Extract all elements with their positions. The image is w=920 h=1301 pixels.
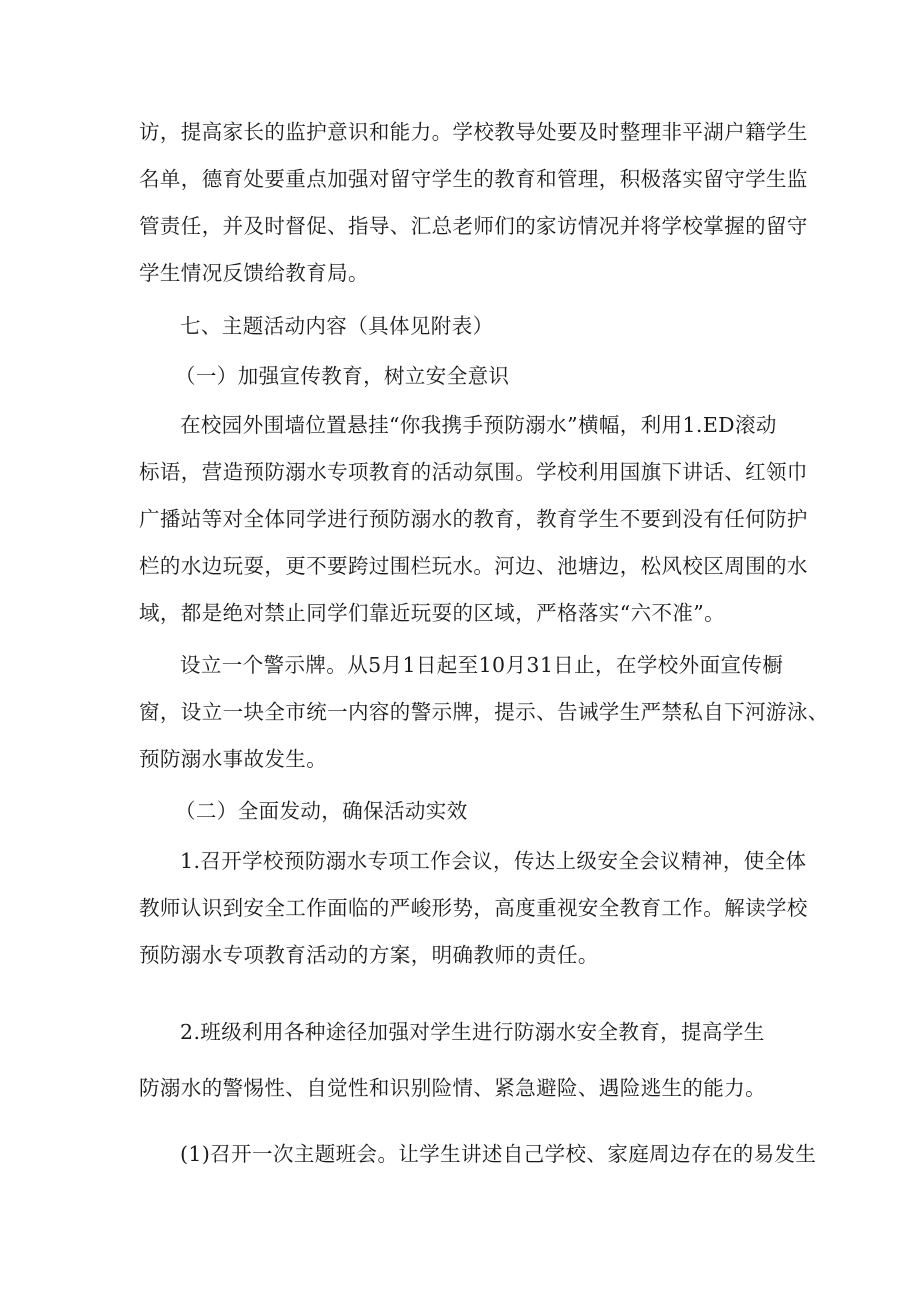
text-line: 名单，德育处要重点加强对留守学生的教育和管理，积极落实留守学生监 — [139, 167, 808, 191]
text-line: 标语，营造预防溺水专项教育的活动氛围。学校利用国旗下讲话、红领巾 — [139, 460, 808, 484]
section-heading: 七、主题活动内容（具体见附表） — [180, 314, 494, 338]
text-line: 1.召开学校预防溺水专项工作会议，传达上级安全会议精神，使全体 — [180, 849, 807, 873]
subsection-heading: （一）加强宣传教育，树立安全意识 — [175, 364, 510, 388]
text-line: 2.班级利用各种途径加强对学生进行防溺水安全教育，提高学生 — [180, 1020, 765, 1044]
text-line: 预防溺水事故发生。 — [139, 747, 328, 771]
text-line: 教师认识到安全工作面临的严峻形势，高度重视安全教育工作。解读学校 — [139, 896, 808, 920]
text-line: 学生情况反馈给教育局。 — [139, 261, 369, 285]
text-line: 管责任，并及时督促、指导、汇总老师们的家访情况并将学校掌握的留守 — [139, 214, 808, 238]
text-line: (1)召开一次主题班会。让学生讲述自己学校、家庭周边存在的易发生 — [180, 1142, 817, 1166]
text-line: 访，提高家长的监护意识和能力。学校教导处要及时整理非平湖户籍学生 — [139, 120, 808, 144]
text-line: 域，都是绝对禁止同学们靠近玩耍的区域，严格落实“六不准”。 — [139, 601, 726, 625]
text-line: 栏的水边玩耍，更不要跨过围栏玩水。河边、池塘边，松风校区周围的水 — [139, 554, 808, 578]
text-line: 防溺水的警惕性、自觉性和识别险情、紧急避险、遇险逃生的能力。 — [139, 1076, 766, 1100]
text-line: 窗，设立一块全市统一内容的警示牌，提示、告诫学生严禁私自下河游泳、 — [139, 700, 829, 724]
text-line: 设立一个警示牌。从5月1日起至10月31日止，在学校外面宣传橱 — [180, 653, 784, 677]
text-line: 在校园外围墙位置悬挂“你我携手预防溺水”横幅，利用1.ED滚动 — [180, 413, 777, 437]
text-line: 广播站等对全体同学进行预防溺水的教育，教育学生不要到没有任何防护 — [139, 507, 808, 531]
text-line: 预防溺水专项教育活动的方案，明确教师的责任。 — [139, 943, 599, 967]
subsection-heading: （二）全面发动，确保活动实效 — [175, 799, 468, 823]
